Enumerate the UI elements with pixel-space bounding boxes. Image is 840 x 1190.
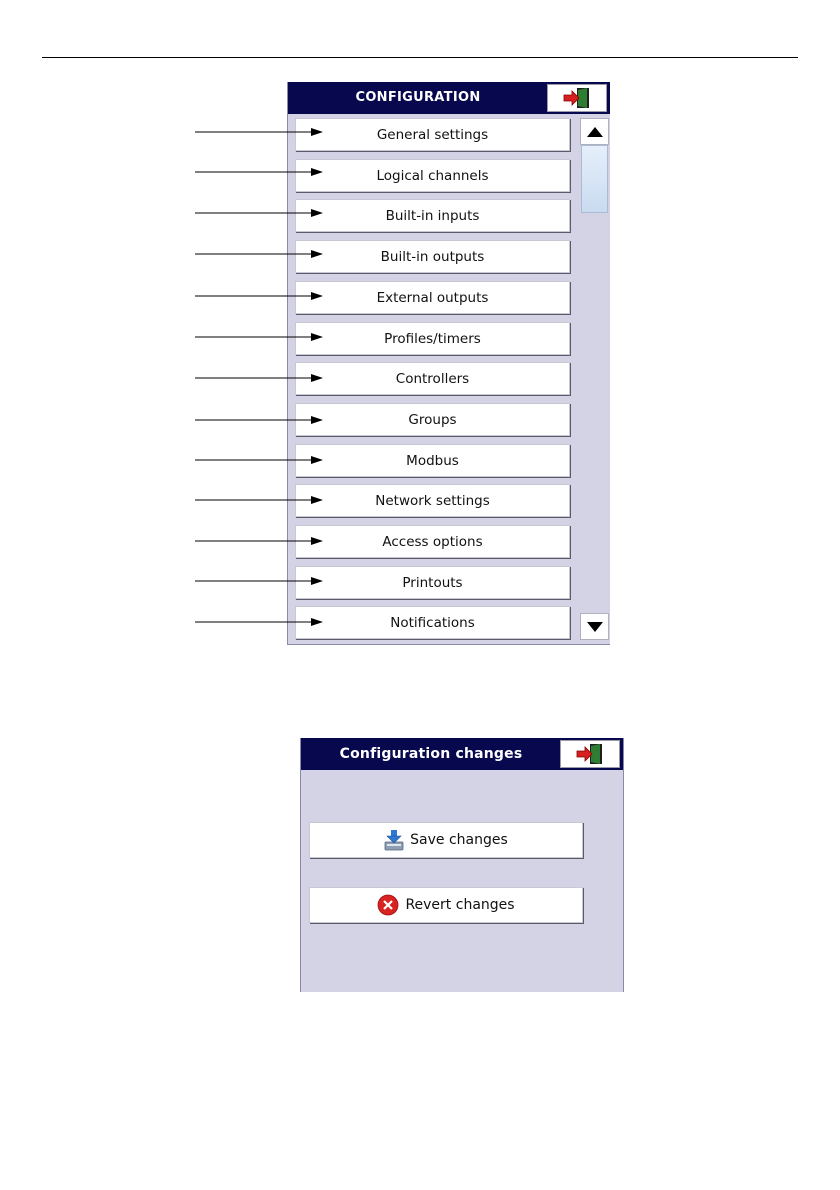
menu-button-label: Built-in outputs xyxy=(380,248,485,265)
menu-button-printouts[interactable] xyxy=(295,566,570,599)
menu-button-modbus[interactable] xyxy=(295,444,570,477)
menu-button-label: Printouts xyxy=(402,574,463,591)
revert-changes-button[interactable] xyxy=(309,887,583,923)
callout-arrow-icon xyxy=(195,332,323,342)
callout-arrow-icon xyxy=(195,415,323,425)
menu-button-profiles-timers[interactable] xyxy=(295,322,570,355)
scroll-down-button[interactable] xyxy=(580,613,609,640)
configuration-window xyxy=(287,82,610,645)
title-bar xyxy=(288,82,610,114)
exit-button[interactable] xyxy=(547,84,607,112)
exit-button[interactable] xyxy=(560,740,620,768)
scroll-thumb[interactable] xyxy=(581,145,608,213)
menu-button-label: Groups xyxy=(408,411,457,428)
menu-button-controllers[interactable] xyxy=(295,362,570,395)
scroll-up-button[interactable] xyxy=(580,118,609,145)
exit-door-icon xyxy=(575,743,605,765)
menu-button-built-in-inputs[interactable] xyxy=(295,199,570,232)
window-title: Configuration changes xyxy=(339,746,523,762)
menu-button-groups[interactable] xyxy=(295,403,570,436)
callout-arrow-icon xyxy=(195,291,323,301)
menu-button-label: Access options xyxy=(382,533,483,550)
callout-arrow-icon xyxy=(195,208,323,218)
callout-arrow-icon xyxy=(195,576,323,586)
menu-button-external-outputs[interactable] xyxy=(295,281,570,314)
callout-arrow-icon xyxy=(195,373,323,383)
menu-button-built-in-outputs[interactable] xyxy=(295,240,570,273)
menu-button-label: Network settings xyxy=(375,492,490,509)
cancel-x-icon xyxy=(377,894,399,916)
revert-changes-label: Revert changes xyxy=(405,897,515,913)
scrollbar[interactable] xyxy=(580,118,609,642)
menu-button-label: General settings xyxy=(376,126,489,143)
page-header-rule xyxy=(42,57,798,58)
menu-button-label: Built-in inputs xyxy=(385,207,480,224)
menu-button-notifications[interactable] xyxy=(295,606,570,639)
menu-button-network-settings[interactable] xyxy=(295,484,570,517)
menu-button-access-options[interactable] xyxy=(295,525,570,558)
menu-button-label: Controllers xyxy=(395,370,470,387)
menu-button-label: External outputs xyxy=(376,289,489,306)
menu-button-logical-channels[interactable] xyxy=(295,159,570,192)
callout-arrow-icon xyxy=(195,495,323,505)
callout-arrow-icon xyxy=(195,455,323,465)
menu-button-label: Notifications xyxy=(390,614,475,631)
callout-arrow-icon xyxy=(195,536,323,546)
callout-arrow-icon xyxy=(195,617,323,627)
menu-button-label: Modbus xyxy=(406,452,459,469)
menu-button-general-settings[interactable] xyxy=(295,118,570,151)
save-changes-button[interactable] xyxy=(309,822,583,858)
window-title: CONFIGURATION xyxy=(355,90,481,105)
exit-door-icon xyxy=(562,87,592,109)
title-bar xyxy=(301,738,623,770)
configuration-changes-window xyxy=(300,738,624,992)
triangle-up-icon xyxy=(586,126,604,138)
callout-arrow-icon xyxy=(195,127,323,137)
triangle-down-icon xyxy=(586,621,604,633)
save-changes-label: Save changes xyxy=(410,832,508,848)
callout-arrow-icon xyxy=(195,249,323,259)
menu-button-label: Profiles/timers xyxy=(384,330,481,347)
save-download-icon xyxy=(384,829,404,851)
menu-button-label: Logical channels xyxy=(376,167,489,184)
callout-arrow-icon xyxy=(195,167,323,177)
